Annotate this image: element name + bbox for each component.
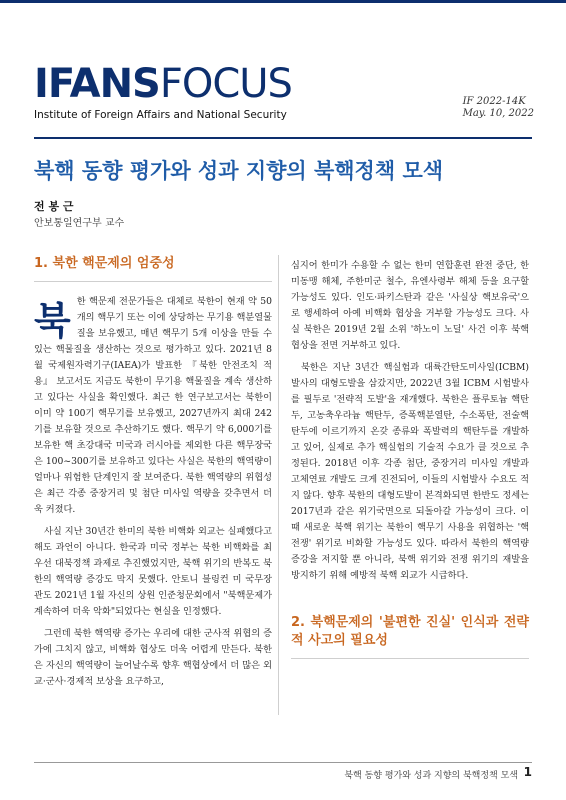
logo-bold: IFANS (34, 61, 160, 107)
right-column (291, 258, 529, 671)
author-name: 전 봉 근 (34, 200, 74, 213)
section-2-rule (291, 658, 529, 659)
masthead-rule (34, 137, 532, 139)
footer-rule (34, 762, 532, 763)
section-1-paragraph-1-text: 한 핵문제 전문가들은 대체로 북한이 현재 약 50개의 핵무기 또는 이에 상당하는 무기용 핵분열물질을 보유했고, 매년 핵무기 5개 이상을 만들 수 있는 핵물질을 생산하는 것으로 평가하고 있다. 2021년 8월 국제원자력기구(IAEA)가 발표한 『북한 안전조치 적용』 보고서도 지금도 북한이 무기용 핵물질을 계속 생산하고 있다는 사실을 확인했다. 최근 한 연구보고서는 북한이 이미 약 100기 핵무기를 보유했고, 2027년까지 최대 242기를 보유할 것으로 추산하기도 했다. 핵무기 약 6,000기를 보유한 핵 초강대국 미국과 러시아를 제외한 다른 핵무장국은 100~300기를 보유하고 있다는 사실은 북한의 핵역량이 얼마나 위험한 단계인지 잘 보여준다. 북한 핵역량의 위협성은 최근 각종 중장거리 및 첨단 미사일 역량을 갖추면서 더욱 커졌다. (34, 296, 272, 515)
section-1-paragraph-2: 사실 지난 30년간 한미의 북한 비핵화 외교는 실패했다고 해도 과언이 아니다. 한국과 미국 정부는 북한 비핵화를 최우선 대북정책 과제로 추진했었지만, 북핵 위기의 반복도 북한의 핵역량 증강도 막지 못했다. 안토니 블링컨 미 국무장관도 2021년 1월 자신의 상원 인준청문회에서 "북핵문제가 계속하여 더욱 악화"되었다는 현실을 인정했다. (34, 526, 272, 617)
top-rule (0, 0, 566, 3)
drop-cap: 북 (34, 299, 71, 343)
page-number: 1 (523, 765, 532, 779)
issue-date: May. 10, 2022 (462, 108, 534, 119)
author-affiliation: 안보통일연구부 교수 (34, 218, 125, 229)
institute-name: Institute of Foreign Affairs and National Security (34, 109, 287, 121)
masthead (34, 62, 534, 142)
issue-number: IF 2022-14K (462, 96, 526, 107)
right-paragraph-1: 심지어 한미가 수용할 수 없는 한미 연합훈련 완전 중단, 한미동맹 해체, 주한미군 철수, 유엔사령부 해체 등을 요구할 가능성도 있다. 인도·파키스탄과 같은 '사실상 핵보유국'으로 행세하여 아예 비핵화 협상을 거부할 가능성도 크다. 사실 북한은 2019년 2월 소위 '하노이 노딜' 사건 이후 북핵 협상을 전면 거부하고 있다. (291, 260, 529, 351)
document-title: 북핵 동향 평가와 성과 지향의 북핵정책 모색 (34, 159, 444, 183)
ifans-focus-logo (34, 62, 292, 106)
section-1-paragraph-3: 그런데 북한 핵역량 증가는 우리에 대한 군사적 위협의 증가에 그치지 않고, 비핵화 협상도 더욱 어렵게 만든다. 북한은 자신의 핵역량이 늘어날수록 향후 핵협상에서 더 많은 외교·군사·경제적 보상을 요구하고, (34, 628, 272, 687)
column-divider (278, 255, 279, 715)
logo-light: FOCUS (159, 61, 292, 107)
page-footer (34, 762, 532, 784)
section-1-rule (34, 281, 272, 282)
section-2 (291, 614, 529, 659)
left-column (34, 255, 272, 696)
right-paragraph-2: 북한은 지난 3년간 핵실험과 대륙간탄도미사일(ICBM) 발사의 대형도발을 삼갔지만, 2022년 3월 ICBM 시험발사를 필두로 '전략적 도발'을 재개했다. 북한은 플루토늄 핵탄두, 고농축우라늄 핵탄두, 증폭핵분열탄, 수소폭탄, 전술핵탄두에 이르기까지 온갖 종류와 폭발력의 핵탄두를 개발하고 있어, 실제로 추가 핵실험의 기술적 수요가 클 것으로 추정된다. 2018년 이후 각종 첨단, 중장거리 미사일 개발과 고체연료 개발도 크게 진전되어, 이들의 시험발사 수요도 적지 않다. 향후 북한의 대형도발이 본격화되면 한반도 정세는 2017년과 같은 위기국면으로 되돌아갈 가능성이 크다. 이때 새로운 북핵 위기는 북한이 핵무기 사용을 위협하는 '핵전쟁' 위기로 비화할 가능성도 있다. 따라서 북한의 핵역량 증강을 저지할 뿐 아니라, 북핵 위기와 전쟁 위기의 재발을 방지하기 위해 예방적 북핵 외교가 시급하다. (291, 362, 529, 581)
section-1-heading: 1. 북한 핵문제의 엄중성 (34, 256, 175, 271)
section-2-heading: 2. 북핵문제의 '불편한 진실' 인식과 전략적 사고의 필요성 (291, 615, 529, 648)
section-1-paragraph-1 (34, 294, 272, 518)
footer-title: 북핵 동향 평가와 성과 지향의 북핵정책 모색 (344, 771, 518, 781)
issue-info (463, 96, 534, 120)
